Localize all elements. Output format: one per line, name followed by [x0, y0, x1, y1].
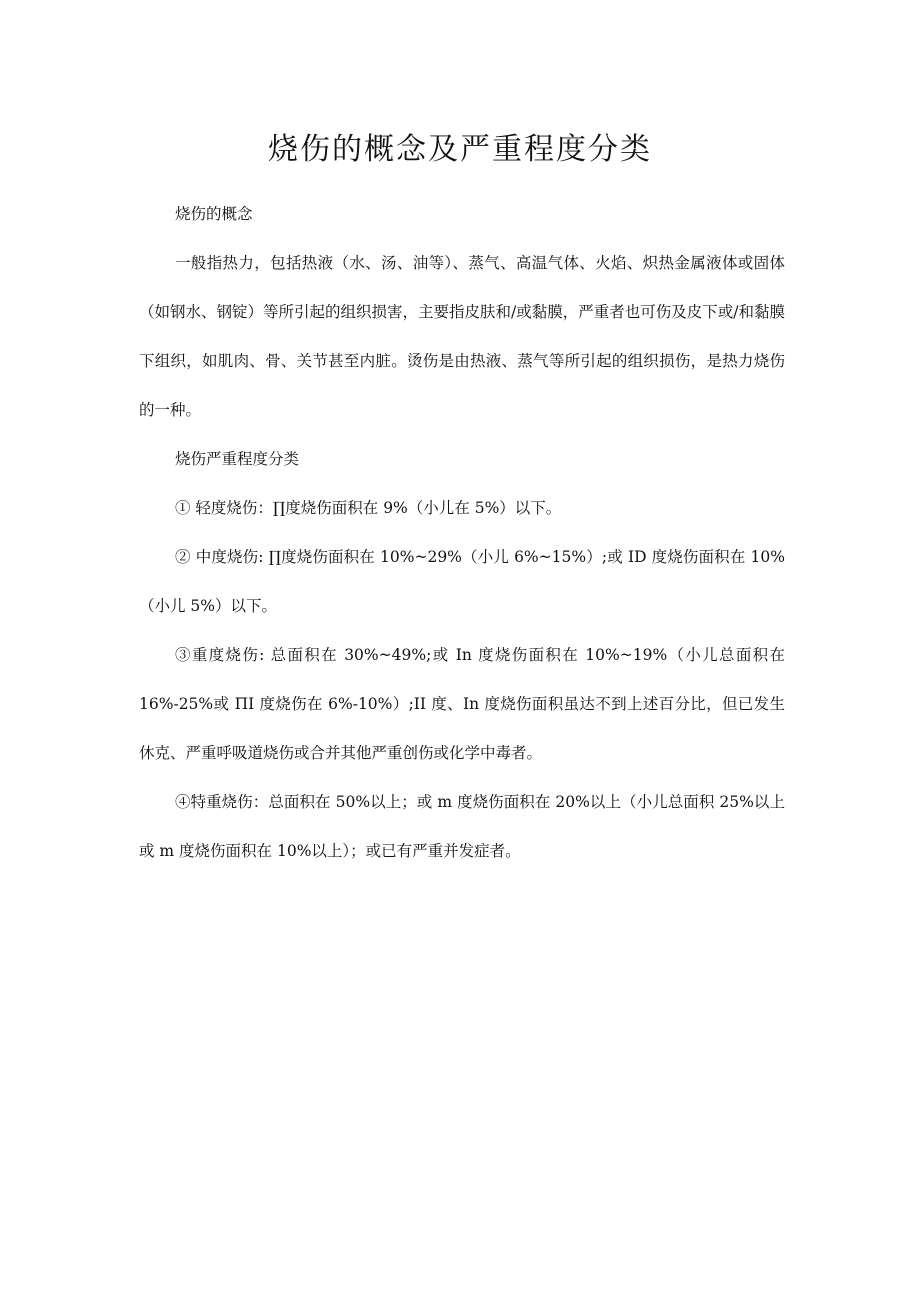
document-title: 烧伤的概念及严重程度分类 — [268, 132, 652, 167]
classification-heading: 烧伤严重程度分类 — [175, 450, 300, 468]
classification-item-severe: ③重度烧伤: 总面积在 30%~49%;或 In 度烧伤面积在 10%~19%（小儿总面积在 16%-25%或 ΠI 度烧伤在 6%-10%）;II 度、In 度烧伤面积虽达不到上述百分比，但已发生休克、严重呼吸道烧伤或合并其他严重创伤或化学中毒者。 — [139, 646, 785, 762]
document-body — [139, 190, 785, 876]
concept-heading: 烧伤的概念 — [175, 205, 253, 223]
concept-paragraph: 一般指热力，包括热液（水、汤、油等）、蒸气、高温气体、火焰、炽热金属液体或固体（如钢水、钢锭）等所引起的组织损害，主要指皮肤和/或黏膜，严重者也可伤及皮下或/和黏膜下组织，如肌肉、骨、关节甚至内脏。烫伤是由热液、蒸气等所引起的组织损伤，是热力烧伤的一种。 — [139, 254, 785, 419]
classification-item-moderate: ② 中度烧伤: ∏度烧伤面积在 10%~29%（小儿 6%~15%）;或 ID 度烧伤面积在 10%（小儿 5%）以下。 — [139, 548, 785, 615]
classification-item-mild: ① 轻度烧伤：∏度烧伤面积在 9%（小儿在 5%）以下。 — [175, 499, 562, 517]
classification-item-critical: ④特重烧伤：总面积在 50%以上；或 m 度烧伤面积在 20%以上（小儿总面积 25%以上或 m 度烧伤面积在 10%以上）；或已有严重并发症者。 — [139, 793, 785, 860]
